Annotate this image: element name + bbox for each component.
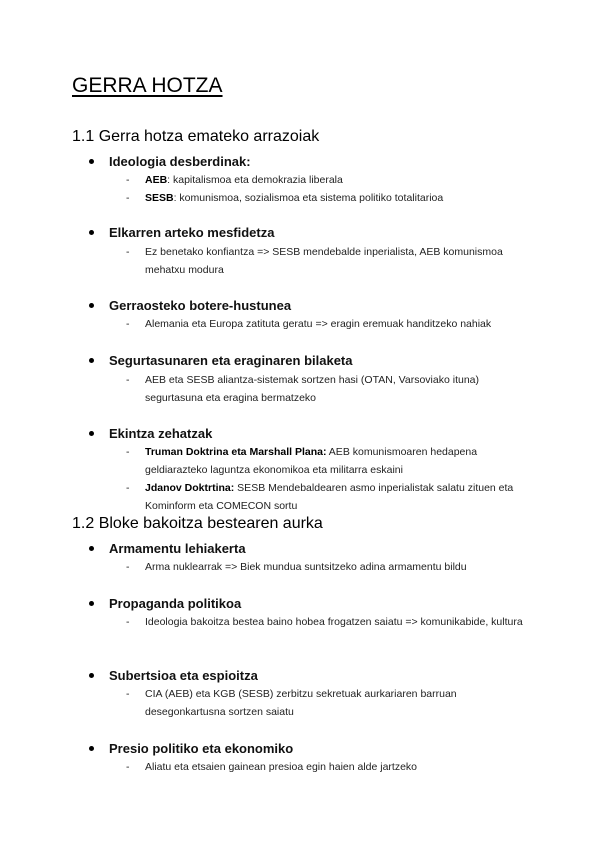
dash-icon: -	[126, 616, 130, 628]
sub-item-text: : komunismoa, sozialismoa eta sistema politiko totalitarioa	[173, 192, 444, 204]
bullet-label: Armamentu lehiakerta	[109, 540, 246, 556]
dash-icon: -	[126, 561, 130, 573]
bullet-label: Subertsioa eta espioitza	[109, 667, 258, 683]
sub-item	[128, 479, 528, 515]
sub-item-text: CIA (AEB) eta KGB (SESB) zerbitzu sekretuak aurkariaren barruan desegonkartusna sortzen saiatu	[145, 688, 457, 718]
sub-item	[128, 685, 528, 721]
sub-item	[128, 189, 528, 207]
bullet-label: Gerraosteko botere-hustunea	[109, 297, 292, 313]
sub-item-bold: SESB	[145, 192, 174, 204]
bullet-label: Elkarren arteko mesfidetza	[109, 224, 275, 240]
sub-item-text: Alemania eta Europa zatituta geratu => eragin eremuak handitzeko nahiak	[145, 318, 492, 330]
bullet-item	[89, 594, 241, 612]
bullet-item	[89, 424, 212, 442]
section-heading: 1.2 Bloke bakoitza bestearen aurka	[72, 515, 323, 532]
dash-icon: -	[126, 192, 130, 204]
page-title: GERRA HOTZA	[72, 74, 223, 97]
bullet-label: Propaganda politikoa	[109, 595, 242, 611]
bullet-item	[89, 296, 291, 314]
bullet-item	[89, 739, 293, 757]
sub-item	[128, 758, 528, 776]
bullet-icon	[89, 431, 94, 436]
dash-icon: -	[126, 318, 130, 330]
sub-item-text: AEB eta SESB aliantza-sistemak sortzen hasi (OTAN, Varsoviako ituna) segurtasuna eta eragina bermatzeko	[145, 374, 479, 404]
sub-item-text: Aliatu eta etsaien gainean presioa egin haien alde jartzeko	[145, 761, 418, 773]
sub-item	[128, 171, 528, 189]
sub-item-text: Ideologia bakoitza bestea baino hobea frogatzen saiatu => komunikabide, kultura	[145, 616, 523, 628]
bullet-label: Presio politiko eta ekonomiko	[109, 740, 294, 756]
sub-item	[128, 371, 528, 407]
dash-icon: -	[126, 374, 130, 386]
dash-icon: -	[126, 761, 130, 773]
bullet-item	[89, 152, 251, 170]
sub-item-text: Arma nuklearrak => Biek mundua suntsitzeko adina armamentu bildu	[145, 561, 467, 573]
sub-item	[128, 315, 528, 333]
bullet-icon	[89, 546, 94, 551]
sub-item	[128, 613, 528, 631]
bullet-item	[89, 539, 246, 557]
bullet-item	[89, 351, 352, 369]
sub-item	[128, 443, 528, 479]
dash-icon: -	[126, 246, 130, 258]
bullet-icon	[89, 746, 94, 751]
sub-item	[128, 558, 528, 576]
sub-item-text: Ez benetako konfiantza => SESB mendebalde inperialista, AEB komunismoa mehatxu modura	[145, 246, 503, 276]
bullet-icon	[89, 358, 94, 363]
sub-item-text: : kapitalismoa eta demokrazia liberala	[167, 174, 343, 186]
bullet-icon	[89, 303, 94, 308]
sub-item-bold: Jdanov Doktrtina:	[145, 482, 235, 494]
dash-icon: -	[126, 174, 130, 186]
bullet-item	[89, 223, 274, 241]
bullet-label: Segurtasunaren eta eraginaren bilaketa	[109, 352, 353, 368]
bullet-icon	[89, 230, 94, 235]
bullet-item	[89, 666, 258, 684]
section-heading: 1.1 Gerra hotza emateko arrazoiak	[72, 128, 320, 145]
sub-item-bold: Truman Doktrina eta Marshall Plana:	[145, 446, 327, 458]
dash-icon: -	[126, 482, 130, 494]
bullet-label: Ekintza zehatzak	[109, 425, 213, 441]
sub-item	[128, 243, 528, 279]
dash-icon: -	[126, 446, 130, 458]
bullet-label: Ideologia desberdinak:	[109, 153, 251, 169]
bullet-icon	[89, 673, 94, 678]
sub-item-text: AEB komunismoaren hedapena geldiarazteko laguntza ekonomikoa eta militarra eskaini	[145, 446, 478, 476]
sub-item-bold: AEB	[145, 174, 168, 186]
bullet-icon	[89, 601, 94, 606]
bullet-icon	[89, 159, 94, 164]
dash-icon: -	[126, 688, 130, 700]
sub-item-text: SESB Mendebaldearen asmo inperialistak salatu zituen eta Kominform eta COMECON sortu	[145, 482, 514, 512]
